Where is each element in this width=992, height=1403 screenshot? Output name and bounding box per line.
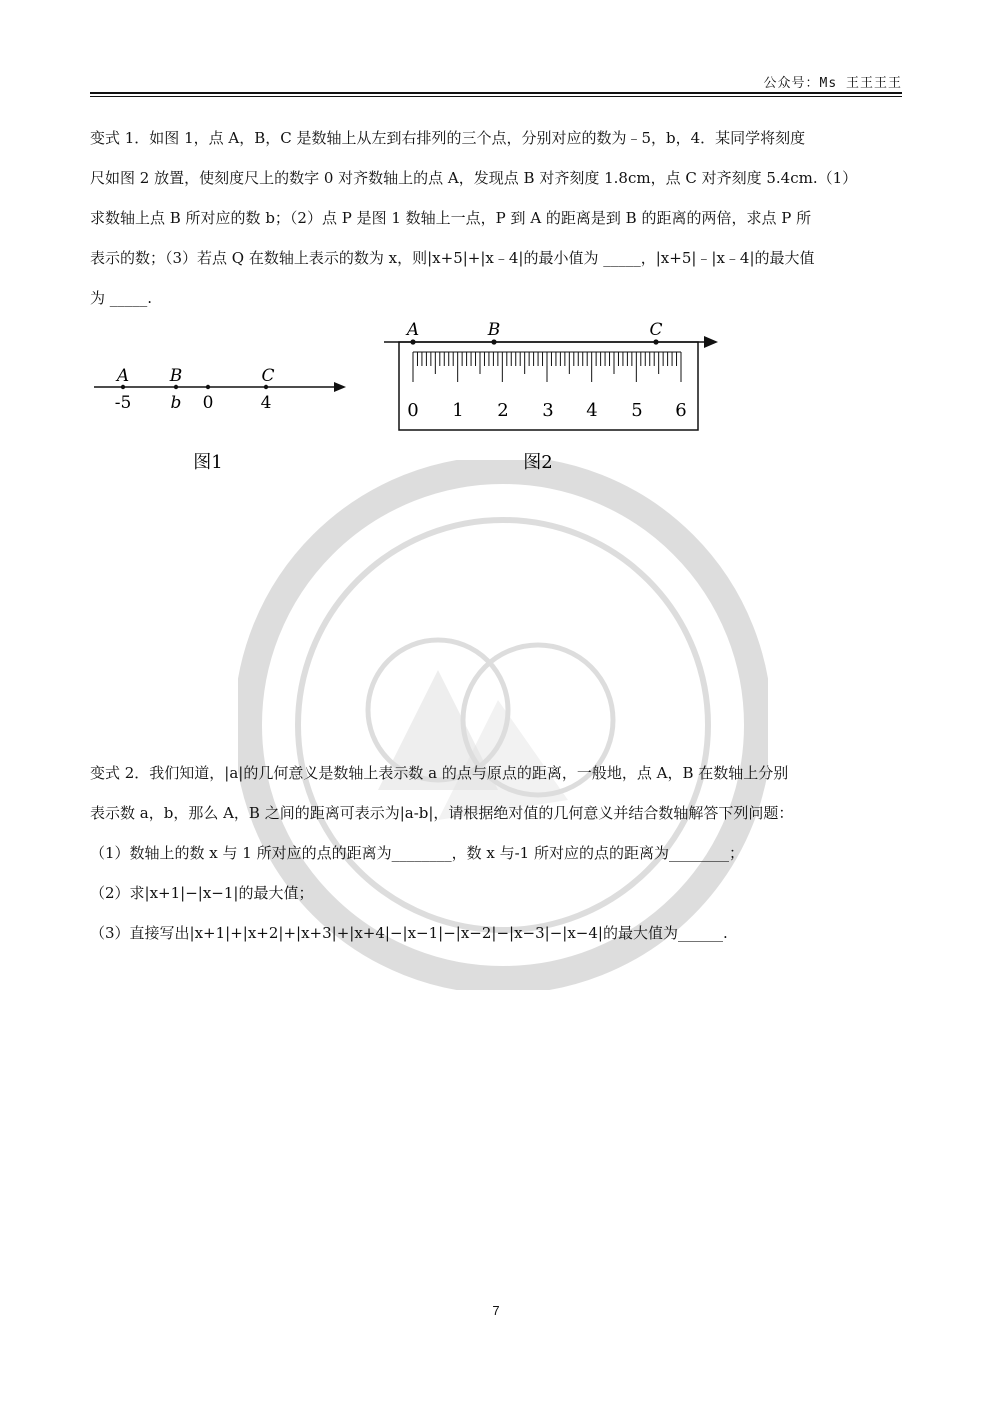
header-rule-thick [90, 92, 902, 94]
problem-1-line: 表示的数；（3）若点 Q 在数轴上表示的数为 x，则|x+5|+|x﹣4|的最小值为 _____，|x+5|﹣|x﹣4|的最大值 [90, 249, 815, 267]
point-b-label: B [169, 366, 183, 386]
problem-1-line: 求数轴上点 B 所对应的数 b；（2）点 P 是图 1 数轴上一点，P 到 A 的距离是到 B 的距离的两倍，求点 P 所 [90, 209, 812, 227]
figure-1-caption: 图1 [193, 452, 223, 473]
point-c-label: C [261, 366, 275, 386]
tick-label: 0 [202, 393, 214, 413]
problem-1 [90, 118, 902, 318]
problem-2-line: （2）求|x+1|−|x−1|的最大值； [90, 884, 314, 902]
tick-label: b [170, 393, 182, 413]
ruler-label: 6 [675, 400, 687, 421]
ruler-label: 2 [497, 400, 509, 421]
figure-2-ruler [380, 315, 730, 475]
point-c-label: C [649, 320, 663, 340]
ruler-label: 1 [452, 400, 464, 421]
page-number: 7 [492, 1303, 500, 1318]
problem-1-line: 为 _____. [90, 289, 153, 307]
figure-1-number-line [88, 360, 358, 475]
point-a-label: A [406, 320, 420, 340]
ruler-label: 5 [631, 400, 643, 421]
problem-1-line: 尺如图 2 放置，使刻度尺上的数字 0 对齐数轴上的点 A，发现点 B 对齐刻度 1.8cm，点 C 对齐刻度 5.4cm.（1） [90, 169, 858, 187]
point-a-label: A [116, 366, 130, 386]
problem-2-line: 表示数 a，b，那么 A，B 之间的距离可表示为|a-b|，请根据绝对值的几何意义并结合数轴解答下列问题： [90, 804, 794, 822]
problem-2-line: 变式 2．我们知道，|a|的几何意义是数轴上表示数 a 的点与原点的距离，一般地，点 A，B 在数轴上分别 [90, 764, 789, 782]
problem-2-line: （3）直接写出|x+1|+|x+2|+|x+3|+|x+4|−|x−1|−|x−2|−|x−3|−|x−4|的最大值为______. [90, 924, 728, 942]
figure-2-caption: 图2 [523, 452, 553, 473]
ruler-label: 4 [586, 400, 598, 421]
problem-1-line: 变式 1．如图 1，点 A，B，C 是数轴上从左到右排列的三个点，分别对应的数为﹣5，b，4．某同学将刻度 [90, 129, 806, 147]
ruler-label: 3 [542, 400, 554, 421]
tick-label: -5 [114, 393, 132, 413]
header-text: 公众号：Ms 王王王王 [763, 76, 902, 91]
problem-2 [90, 753, 902, 953]
header-rule-thin [90, 96, 902, 97]
problem-2-line: （1）数轴上的数 x 与 1 所对应的点的距离为________，数 x 与-1 所对应的点的距离为________； [90, 844, 744, 862]
point-b-label: B [487, 320, 501, 340]
ruler-ticks [413, 352, 681, 382]
tick-label: 4 [260, 393, 272, 413]
ruler-label: 0 [407, 400, 419, 421]
